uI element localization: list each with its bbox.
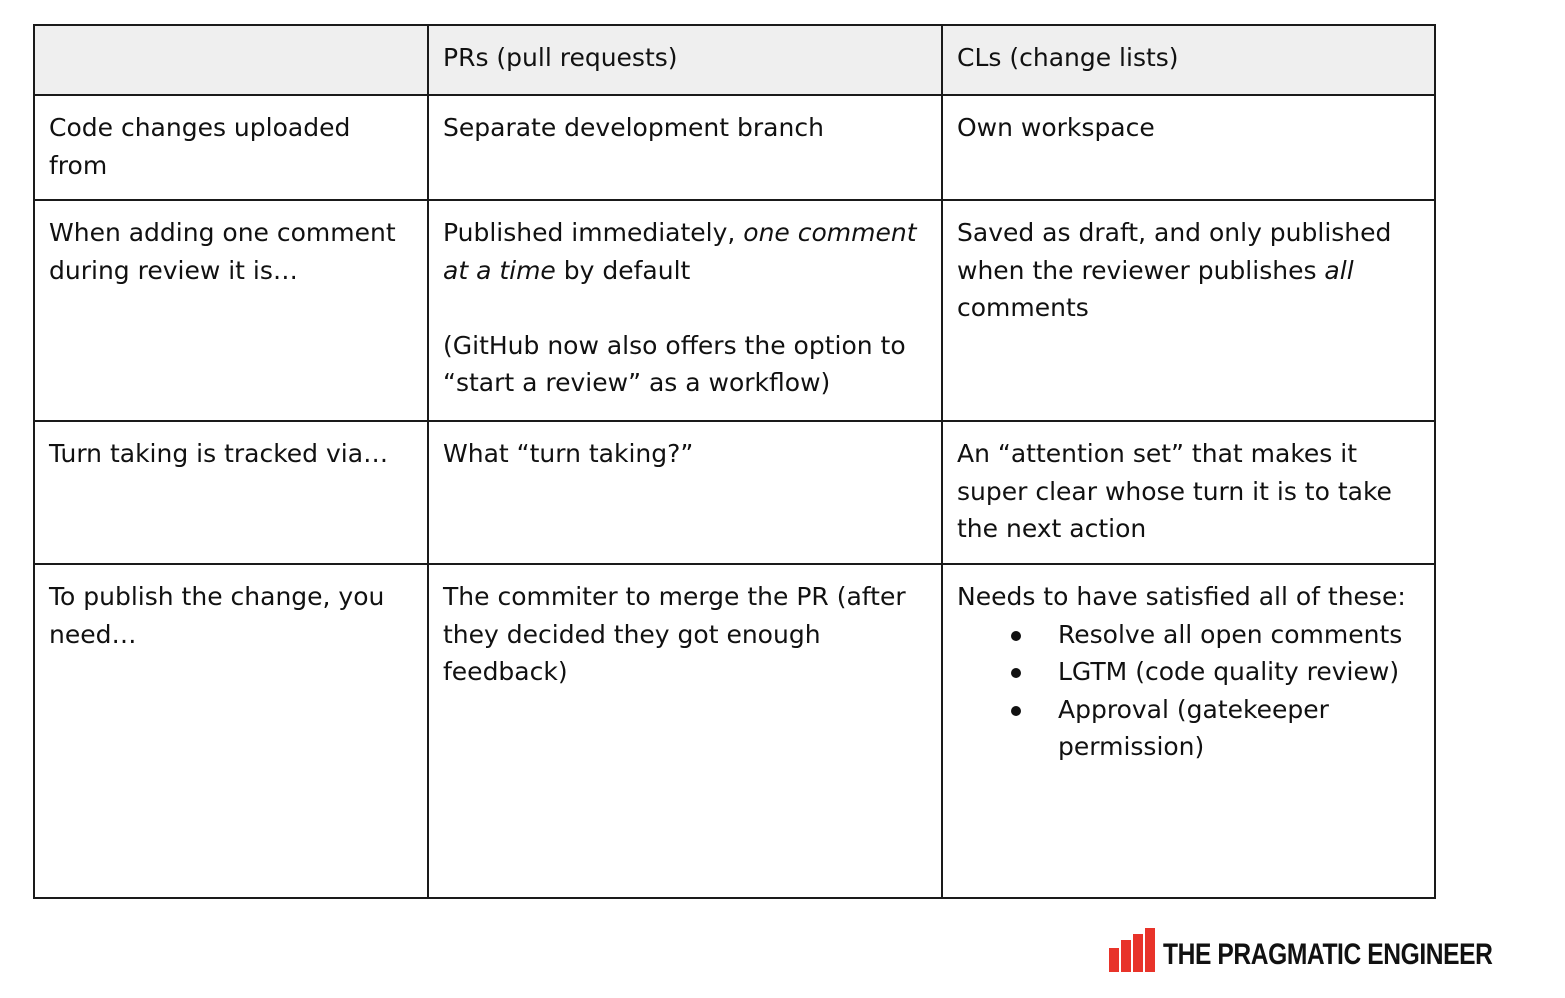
pr-cell: Separate development branch — [428, 95, 942, 200]
cl-text: comments — [957, 293, 1089, 322]
header-cls: CLs (change lists) — [942, 25, 1435, 95]
cl-cell — [942, 564, 1435, 898]
pr-emphasis: one comment at a time — [443, 218, 917, 285]
bar-chart-logo-icon — [1109, 928, 1155, 972]
pr-text: Published immediately, — [443, 218, 744, 247]
table-row — [34, 95, 1435, 200]
list-item: Approval (gatekeeper permission) — [1058, 691, 1420, 766]
row-label: When adding one comment during review it is… — [34, 200, 428, 421]
row-label: Code changes uploaded from — [34, 95, 428, 200]
header-prs: PRs (pull requests) — [428, 25, 942, 95]
brand-name: THE PRAGMATIC ENGINEER — [1163, 938, 1493, 971]
pr-cell: What “turn taking?” — [428, 421, 942, 564]
table-row — [34, 421, 1435, 564]
cl-text: Saved as draft, and only published when the reviewer publishes — [957, 218, 1392, 285]
cl-cell — [942, 200, 1435, 421]
list-item: Resolve all open comments — [1058, 616, 1420, 654]
row-label: Turn taking is tracked via… — [34, 421, 428, 564]
table-header-row — [34, 25, 1435, 95]
requirements-list — [957, 616, 1420, 766]
brand-logo — [1109, 928, 1565, 972]
header-empty-cell — [34, 25, 428, 95]
cl-emphasis: all — [1324, 255, 1354, 285]
table-row — [34, 564, 1435, 898]
list-item: LGTM (code quality review) — [1058, 653, 1420, 691]
cl-cell: Own workspace — [942, 95, 1435, 200]
pr-paragraph — [443, 214, 927, 289]
pr-note: (GitHub now also offers the option to “start a review” as a workflow) — [443, 330, 906, 397]
row-label: To publish the change, you need… — [34, 564, 428, 898]
cl-intro: Needs to have satisfied all of these: — [957, 582, 1406, 611]
table-row — [34, 200, 1435, 421]
pr-cell — [428, 200, 942, 421]
comparison-table — [33, 24, 1436, 899]
pr-text: by default — [555, 255, 691, 285]
cl-cell: An “attention set” that makes it super clear whose turn it is to take the next action — [942, 421, 1435, 564]
pr-cell: The commiter to merge the PR (after they decided they got enough feedback) — [428, 564, 942, 898]
